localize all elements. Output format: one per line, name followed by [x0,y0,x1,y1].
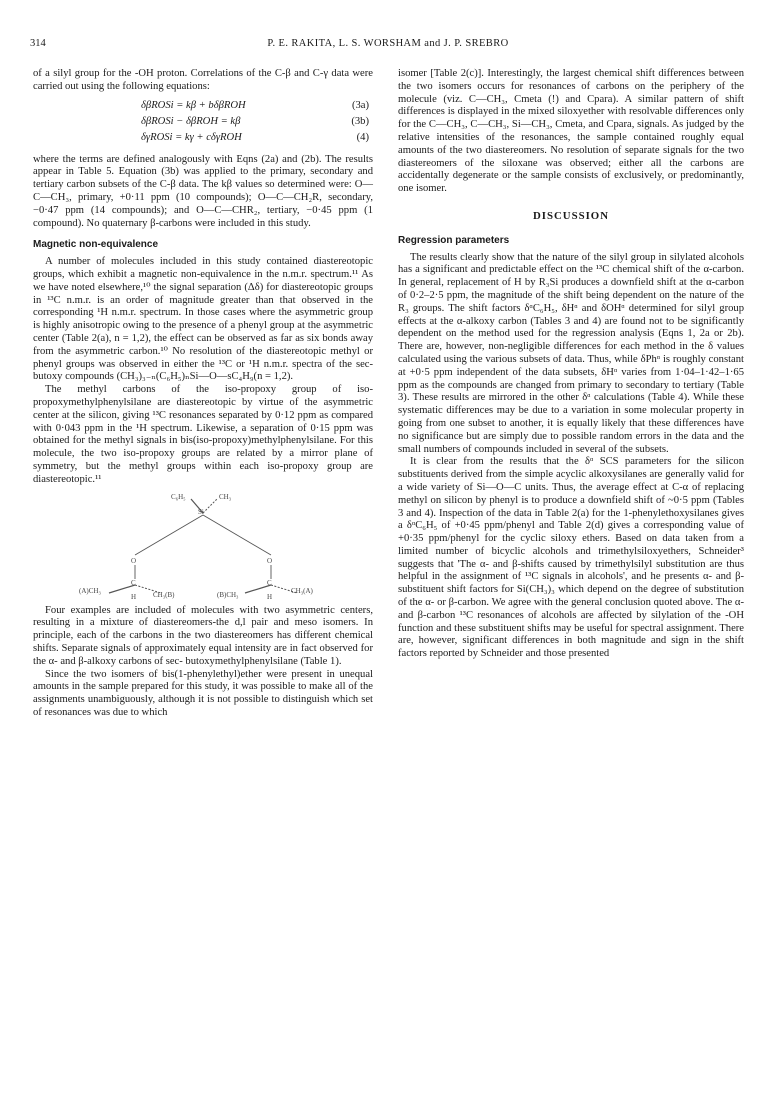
paragraph-regression-1: The results clearly show that the nature of the silyl group in silylated alcohols has a significant and predictable effect on the ¹³C chemical shift of the α-carbon. In general, replacement of H by R₃Si produces a downfield shift at the α-carbon of 0·2–2·5 ppm, the magnitude of the shift being dependent on the nature of the R₃ groups. The shift factors δᵅC₆H₅, δHᵅ and δOHᵅ determined for silyl group effects at the α-alkoxy carbon (Tables 3 and 4) are found not to be significantly dependent on the method used for the regression analysis (Eqns 1, 2a or 2b). There are, however, non-negligible differences for each method in the δ values calculated using the various subsets of data. Thus, while δPhᵅ is roughly constant at +0·5 ppm independent of the data subsets, δHᵅ varies from 1·04–1·42–1·65 ppm as the compounds are changed from primary to secondary to tertiary (Table 3). These results are mirrored in the other δᵅ calculations (Table 4). While these systematic differences may be due to a variation in some molecular property in going from one subset to another, it is equally likely that these differences have no significance but are simply due to possible random errors in the data and the small numbers of compounds included in several of the subsets. [398,251,744,455]
page-number: 314 [30,38,46,49]
heading-regression-parameters: Regression parameters [398,234,510,246]
equation-4 [33,132,373,148]
label-h-right: H [267,592,273,601]
label-o-right: O [267,556,273,565]
paragraph-isomer: isomer [Table 2(c)]. Interestingly, the largest chemical shift differences between the two isomers occurs for resonances of carbons on the periphery of the molecule (viz. C—CH₃, Cmeta (!) and Cpara). A similar pattern of shift differences is displayed in the mixed siloxyether with resolvable differences only for the C—CH₃, C—CH₃, Si—CH₃, Cmeta, and Cpara, signals. As judged by the relative intensities of the resonances, the sample contained roughly equal amounts of the two diastereomers. No resolution of separate signals for the two diastereomers of the siloxane was observed; either all the carbons are accidentally degenerate or the sample consists of exclusively, or predominantly, one isomer. [398,68,744,195]
paragraph-four-examples: Four examples are included of molecules with two asymmetric centers, resulting in a mixture of diastereomers-the d,l pair and meso isomers. In principle, each of the carbons in the two diastereomers has different chemical shifts. Separate signals of approximately equal intensity are in fact observed for the α- and β-alkoxy carbons of sec- butoxymethylphenylsilane (Table 1). [33,604,373,667]
paragraph-regression-2: It is clear from the results that the δᵅ SCS parameters for the silicon substituents derived from the simple acyclic alkoxysilanes are generally valid for a wide variety of Si—O—C units. Thus, the average effect at C-α of replacing methyl on silicon by phenyl is to produce a downfield shift of ~0·5 ppm (Tables 3 and 4). Inspection of the data in Table 2(a) for the 1-phenylethoxysilanes gives a δᵅC₆H₅ of +0·45 ppm/phenyl and Table 2(d) gives a corresponding value of +0·35 ppm/phenyl for the cyclic siloxy ethers. Based on data taken from a limited number of bicyclic alcohols and trimethylsiloxyethers, Schneider³ suggests that 'The α- and β-shifts caused by trimethylsilyl substitution are thus helpful in the assignment of ¹³C signals in alcohols', and he presents α- and β-substituent shift factors for Si(CH₃)₃ which depend on the degree of substitution of the α- or β-carbon. We agree with the general conclusion quoted above. The α- and β-carbon ¹³C resonances of alcohols are affected by silylation of the -OH function and these substituent shifts may be useful for spectral assignment. There are, however, significant differences in both magnitude and sign in the shift factors reported by Schneider and those presented [398,456,744,660]
right-column [398,68,744,661]
equation-3b-number: (3b) [351,115,369,127]
label-c-right: C [267,578,272,587]
label-c-left: C [131,578,136,587]
paragraph-magnetic-1: A number of molecules included in this study contained diastereotopic groups, which exhibit a magnetic non-equivalence in the n.m.r. spectrum.¹¹ As we have noted elsewhere,¹⁰ the signal separation (Δδ) for diastereotopic groups in ¹³C n.m.r. is an order of magnitude greater than that observed in the corresponding ¹H n.m.r. spectrum. In those cases where the asymmetric group is highly anisotropic owing to the presence of a phenyl group at the asymmetric center (Table 2(a), n = 1,2), the effect can be observed as far as six bonds away from the asymmetric carbon.¹⁰ No resolution of the diastereotopic methyl or phenyl groups was observed in either the ¹³C or ¹H n.m.r. spectra of the sec-butoxy compounds (CH₃)₃₋ₙ(C₆H₅)ₙSi—O—sC₄H₉(n = 1,2). [33,256,373,383]
running-head-authors: P. E. RAKITA, L. S. WORSHAM and J. P. SREBRO [267,38,509,49]
running-header [30,38,746,52]
label-ch3-top: CH₃ [219,492,232,501]
label-ch3-b: CH₃(B) [153,590,175,599]
label-ch3-a: CH₃(A) [291,586,313,595]
equation-4-text: δγROSi = kγ + cδγROH [141,131,242,143]
equation-block [33,100,373,148]
label-o-left: O [131,556,137,565]
paragraph-intro: of a silyl group for the -OH proton. Correlations of the C-β and C-γ data were carried out using the following equations: [33,68,373,92]
paragraph-since: Since the two isomers of bis(1-phenylethyl)ether were present in unequal amounts in the sample prepared for this study, it was possible to make all of the assignments unambiguously, although it is not possible to distinguish which set of resonances was due to which [33,668,373,718]
label-b-ch3: (B)CH₃ [217,590,239,599]
equation-3a [33,100,373,116]
equation-3a-text: δβROSi = kβ + bδβROH [141,99,246,111]
label-c6h5: C₆H₅ [171,492,186,501]
equation-3b-text: δβROSi − δβROH = kβ [141,115,241,127]
heading-discussion: DISCUSSION [532,209,609,222]
paragraph-magnetic-2: The methyl carbons of the iso-propoxy group of iso-propoxymethylphenylsilane are diastereotopic by virtue of the asymmetric center at the silicon, giving ¹³C resonances separated by 0·12 ppm as compared with 0·043 ppm in the ¹H spectrum. Likewise, a separation of 0·15 ppm was obtained for the methyl signals in bis(iso-propoxy)methylphenylsilane. For this molecule, the two iso-propoxy groups are related by a mirror plane of symmetry, but the methyl groups within each iso-propoxy group are diastereotopic.¹¹ [33,384,373,485]
label-h-left: H [131,592,137,601]
equation-3a-number: (3a) [351,99,369,111]
equation-3b [33,116,373,132]
label-si: Si [198,507,204,516]
structure-diagram [33,491,373,599]
equation-4-number: (4) [356,131,369,143]
left-column [33,68,373,720]
heading-magnetic-non-equivalence: Magnetic non-equivalence [33,239,159,251]
label-a-ch3: (A)CH₃ [79,586,101,595]
paragraph-where: where the terms are defined analogously with Eqns (2a) and (2b). The results appear in Table 5. Equation (3b) was applied to the primary, secondary and tertiary carbon subsets of the C-β data. The kβ values so determined were: O—C—CH₃, primary, +0·11 ppm (10 compounds); O—C—CH₂R, secondary, −0·47 ppm (14 compounds); and O—C—CHR₂, tertiary, −0·45 ppm (1 compound). No quaternary β-carbons were included in this study. [33,153,373,229]
